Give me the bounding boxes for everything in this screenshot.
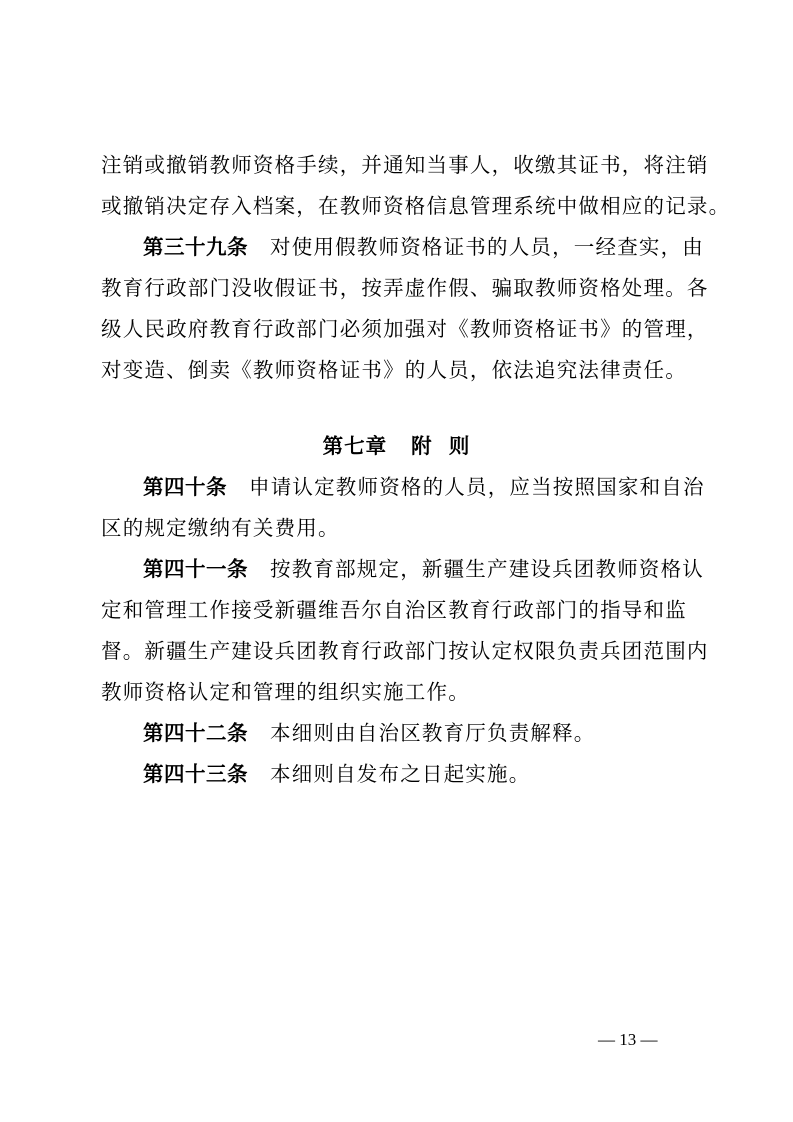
article-41-text-1: 按教育部规定，新疆生产建设兵团教师资格认 <box>270 557 704 581</box>
article-41-line-4: 教师资格认定和管理的组织实施工作。 <box>101 680 470 704</box>
article-43-heading: 第四十三条 <box>143 762 248 786</box>
article-43-line-1 <box>143 754 735 794</box>
article-43-text-1: 本细则自发布之日起实施。 <box>270 762 531 786</box>
article-38-line-2: 或撤销决定存入档案，在教师资格信息管理系统中做相应的记录。 <box>101 194 731 218</box>
article-40-line-1 <box>143 467 735 507</box>
page-number: — 13 — <box>598 1030 658 1049</box>
article-42-text-1: 本细则由自治区教育厅负责解释。 <box>270 721 596 745</box>
article-40-heading: 第四十条 <box>143 475 227 499</box>
article-40-text-1: 申请认定教师资格的人员，应当按照国家和自治 <box>249 475 705 499</box>
article-41-heading: 第四十一条 <box>143 557 248 581</box>
chapter-number: 第七章 <box>322 434 388 458</box>
article-39-text-1: 对使用假教师资格证书的人员，一经查实，由 <box>270 235 704 259</box>
article-39-line-4: 对变造、倒卖《教师资格证书》的人员，依法追究法律责任。 <box>101 358 687 382</box>
article-39-line-1 <box>143 227 735 267</box>
article-38-line-1: 注销或撤销教师资格手续，并通知当事人，收缴其证书，将注销 <box>101 153 709 177</box>
article-39-line-3: 级人民政府教育行政部门必须加强对《教师资格证书》的管理， <box>101 317 709 341</box>
article-42-heading: 第四十二条 <box>143 721 248 745</box>
article-41-line-3: 督。新疆生产建设兵团教育行政部门按认定权限负责兵团范围内 <box>101 639 709 663</box>
chapter-heading <box>0 426 793 466</box>
chapter-title: 附 则 <box>411 434 471 458</box>
article-39-line-2: 教育行政部门没收假证书，按弄虚作假、骗取教师资格处理。各 <box>101 276 709 300</box>
article-39-heading: 第三十九条 <box>143 235 248 259</box>
article-41-line-1 <box>143 549 735 589</box>
article-42-line-1 <box>143 713 735 753</box>
article-41-line-2: 定和管理工作接受新疆维吾尔自治区教育行政部门的指导和监 <box>101 598 687 622</box>
article-40-line-2: 区的规定缴纳有关费用。 <box>101 516 340 540</box>
